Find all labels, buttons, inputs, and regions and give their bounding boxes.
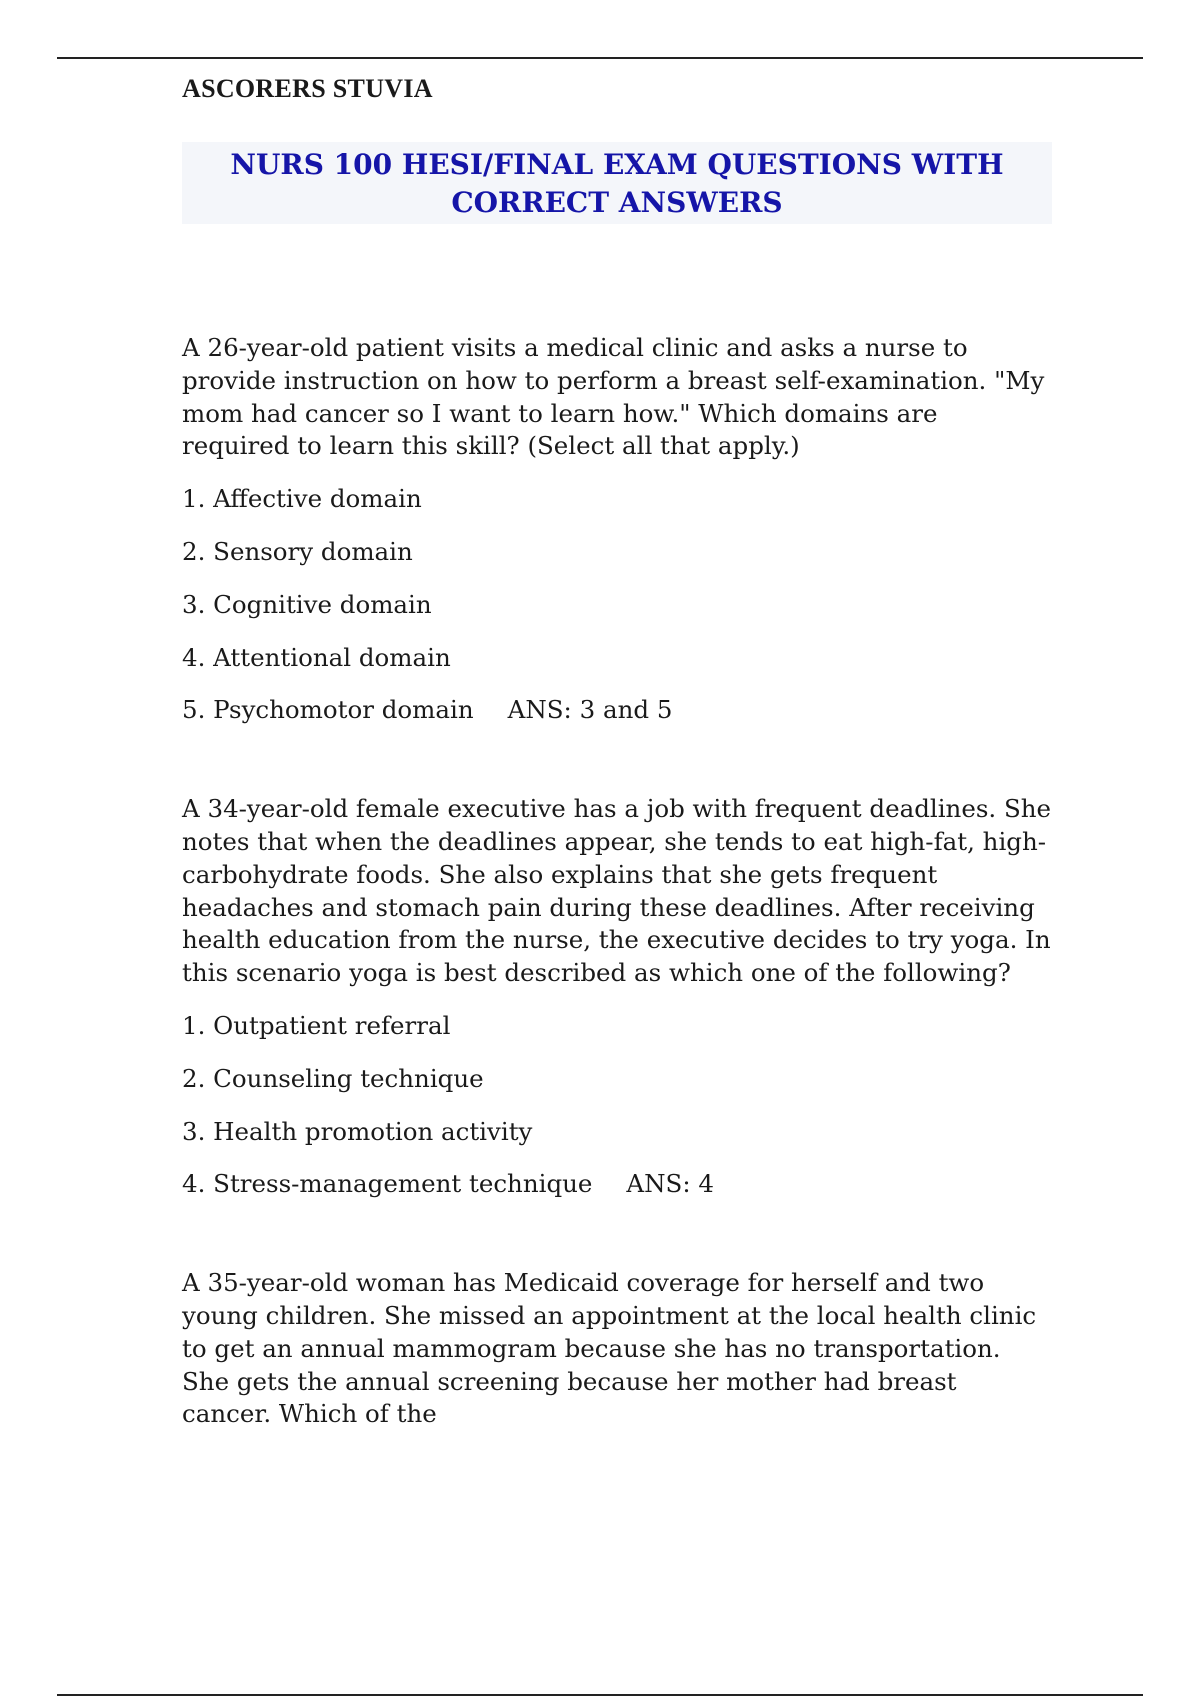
question-1-option-5: 5. Psychomotor domain <box>182 695 474 725</box>
document-title: NURS 100 HESI/FINAL EXAM QUESTIONS WITH CORRECT ANSWERS <box>182 142 1052 224</box>
question-2-answer: ANS: 4 <box>626 1169 714 1199</box>
question-1 <box>182 332 1052 727</box>
question-1-option-1: 1. Affective domain <box>182 484 422 514</box>
question-2 <box>182 793 1052 1201</box>
question-2-option-2: 2. Counseling technique <box>182 1063 484 1093</box>
question-2-option-3: 3. Health promotion activity <box>182 1116 533 1146</box>
question-1-option-2: 2. Sensory domain <box>182 536 413 566</box>
question-2-option-4-row <box>182 1168 1052 1201</box>
question-3 <box>182 1267 1052 1431</box>
question-1-option-5-row <box>182 694 1052 727</box>
top-rule <box>57 57 1143 59</box>
question-2-option-1: 1. Outpatient referral <box>182 1010 451 1040</box>
question-2-stem: A 34-year-old female executive has a job with frequent deadlines. She notes that when the deadlines appear, she tends to eat high-fat, high-carbohydrate foods. She also explains that she gets frequent headaches and stomach pain during these deadlines. After receiving health education from the nurse, the executive decides to try yoga. In this scenario yoga is best described as which one of the following? <box>182 794 1052 988</box>
question-1-option-3: 3. Cognitive domain <box>182 589 432 619</box>
bottom-rule <box>57 1694 1143 1696</box>
document-header: ASCORERS STUVIA <box>182 74 433 103</box>
document-page <box>182 60 1052 1431</box>
question-3-stem: A 35-year-old woman has Medicaid coverage for herself and two young children. She missed an appointment at the local health clinic to get an annual mammogram because she has no transportation. She gets the annual screening because her mother had breast cancer. Which of the <box>182 1268 1037 1429</box>
question-1-answer: ANS: 3 and 5 <box>507 695 673 725</box>
question-2-option-4: 4. Stress-management technique <box>182 1169 593 1199</box>
question-1-stem: A 26-year-old patient visits a medical clinic and asks a nurse to provide instruction on how to perform a breast self-examination. "My mom had cancer so I want to learn how." Which domains are required to learn this skill? (Select all that apply.) <box>182 333 1045 461</box>
question-1-option-4: 4. Attentional domain <box>182 642 451 672</box>
